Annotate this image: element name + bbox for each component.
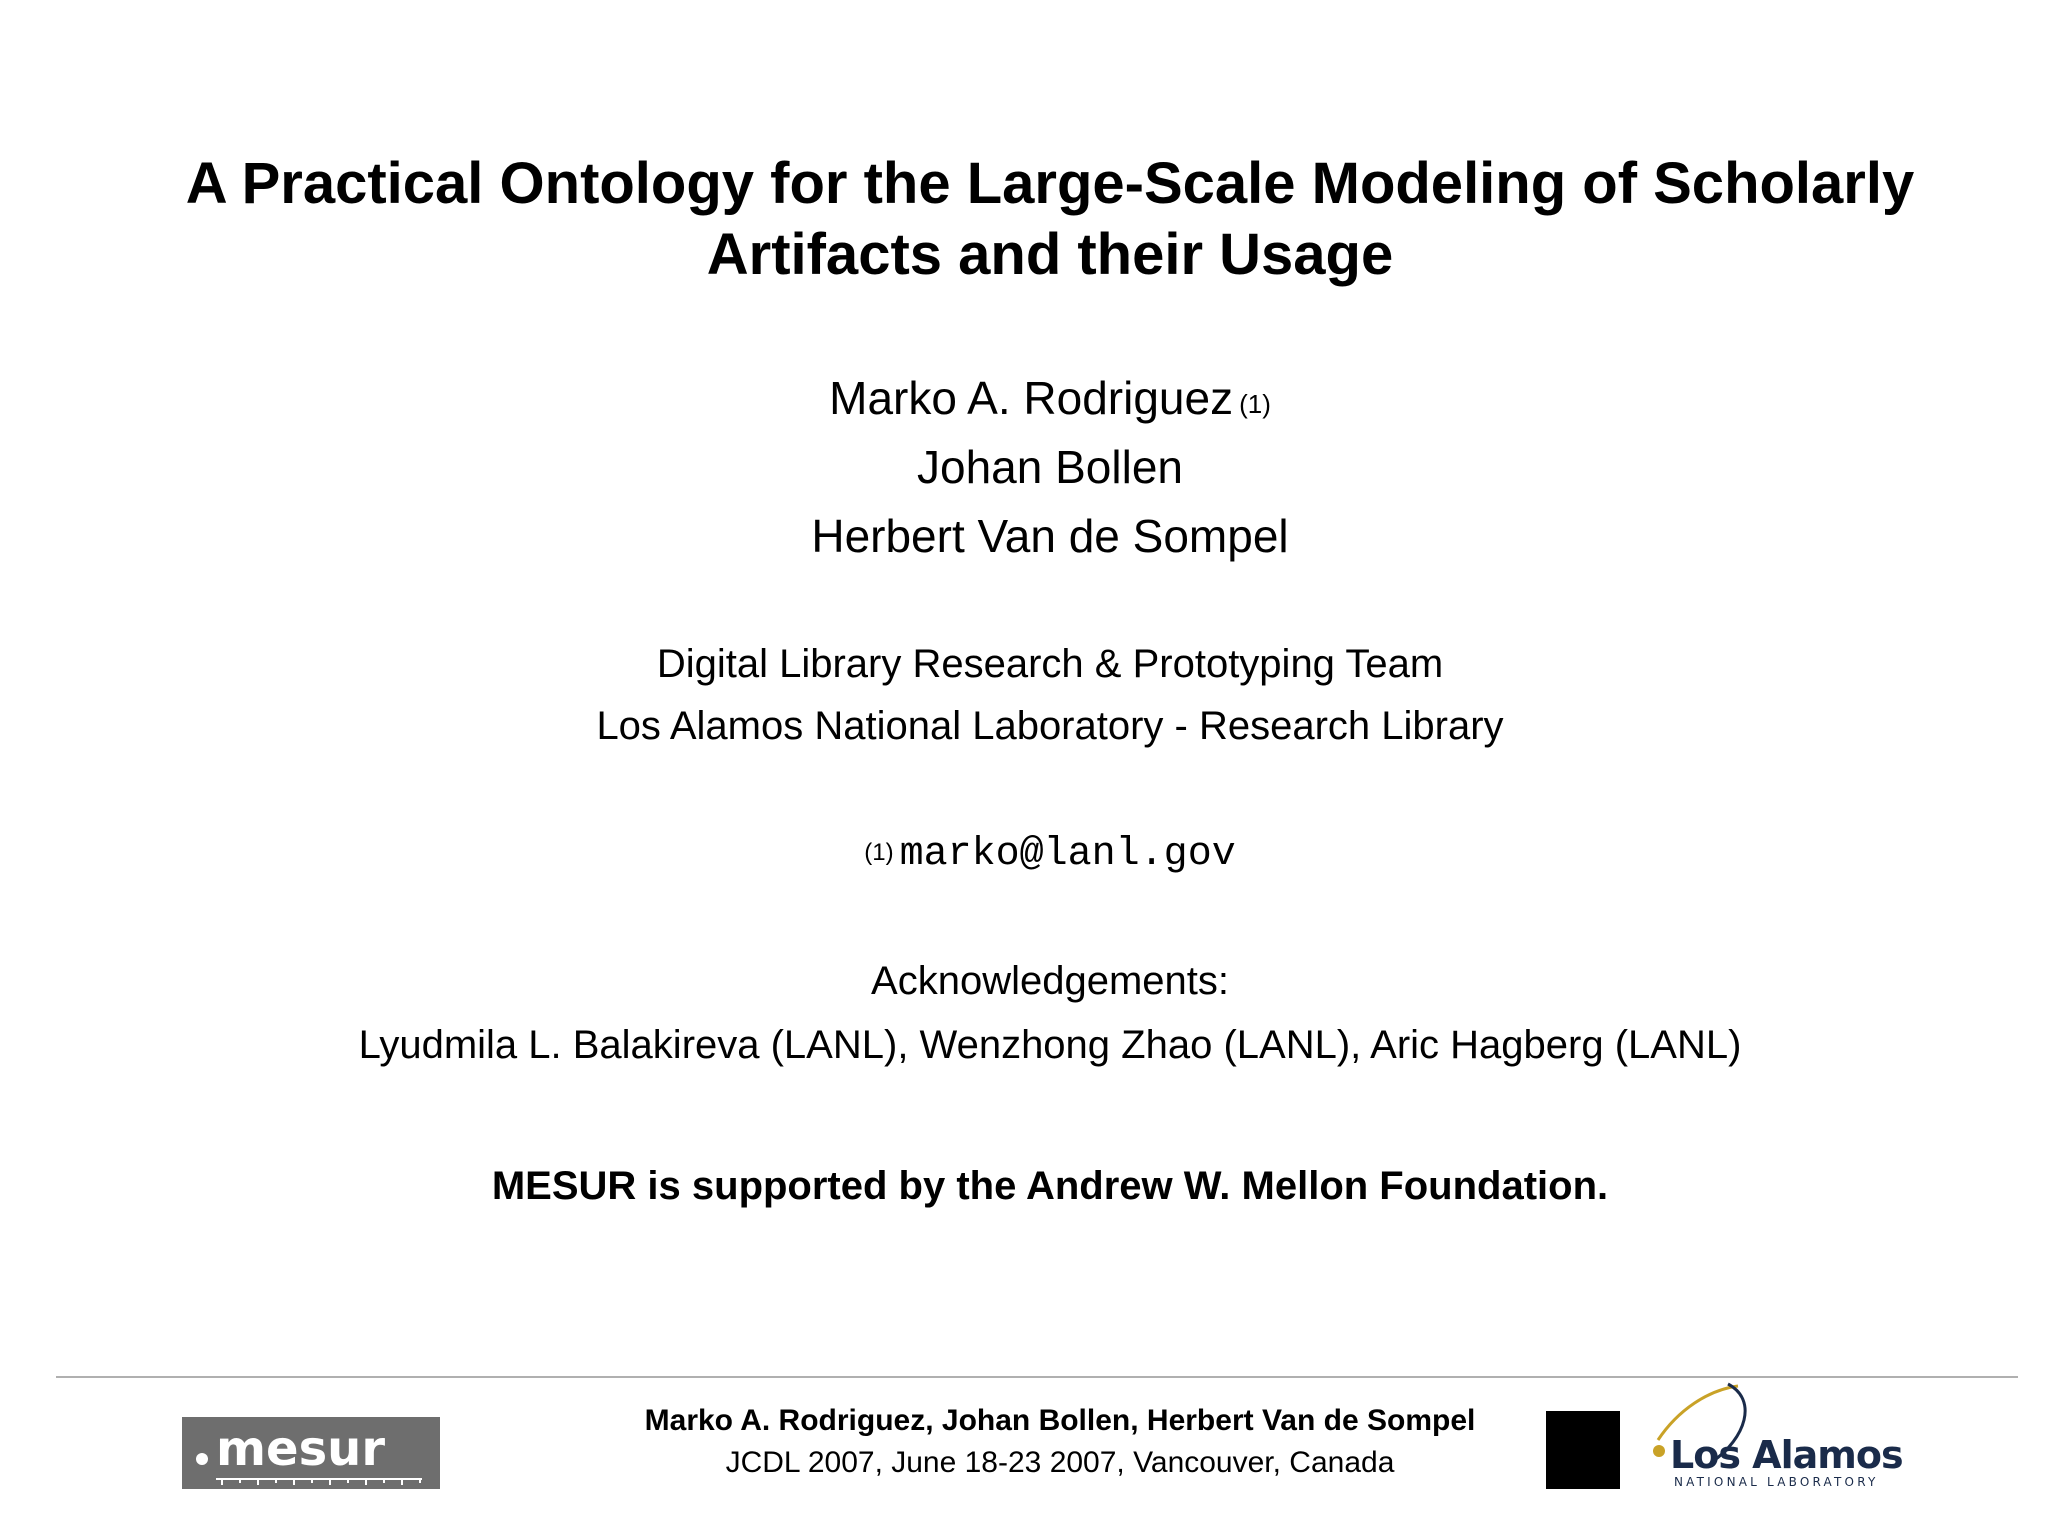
affiliation-line-2: Los Alamos National Laboratory - Research Library — [596, 704, 1504, 748]
footer-venue: JCDL 2007, June 18-23 2007, Vancouver, Canada — [725, 1446, 1395, 1479]
title-line-2: Artifacts and their Usage — [706, 222, 1394, 287]
title-line-1: A Practical Ontology for the Large-Scale Modeling of Scholarly — [185, 151, 1915, 216]
author-1 — [0, 364, 2048, 433]
acknowledgements — [0, 949, 2048, 1077]
footer-authors: Marko A. Rodriguez, Johan Bollen, Herbert Van de Sompel — [644, 1404, 1476, 1437]
los-alamos-logo — [1628, 1380, 1918, 1492]
svg-text:mesur: mesur — [216, 1421, 385, 1477]
svg-text:NATIONAL LABORATORY: NATIONAL LABORATORY — [1674, 1475, 1879, 1489]
ack-names: Lyudmila L. Balakireva (LANL), Wenzhong Zhao (LANL), Aric Hagberg (LANL) — [358, 1023, 1742, 1067]
ack-heading: Acknowledgements: — [871, 959, 1229, 1003]
affiliation — [0, 633, 2048, 757]
author-footnote-mark: (1) — [1239, 389, 1271, 419]
author-list — [0, 364, 2048, 571]
footer-divider — [56, 1376, 2018, 1378]
svg-text:Los Alamos: Los Alamos — [1670, 1433, 1903, 1477]
mesur-logo — [182, 1417, 440, 1489]
email-footnote-mark: (1) — [864, 839, 894, 866]
email-address: marko@lanl.gov — [899, 832, 1236, 877]
affiliation-line-1: Digital Library Research & Prototyping Team — [656, 642, 1444, 686]
author-name: Marko A. Rodriguez — [829, 372, 1234, 424]
author-2: Johan Bollen — [917, 441, 1183, 493]
slide-title — [0, 148, 2048, 290]
funding-statement: MESUR is supported by the Andrew W. Mellon Foundation. — [491, 1164, 1609, 1208]
contact-email — [0, 823, 2048, 883]
author-3: Herbert Van de Sompel — [811, 510, 1289, 562]
black-square — [1546, 1411, 1620, 1489]
footer-citation — [460, 1400, 1660, 1484]
